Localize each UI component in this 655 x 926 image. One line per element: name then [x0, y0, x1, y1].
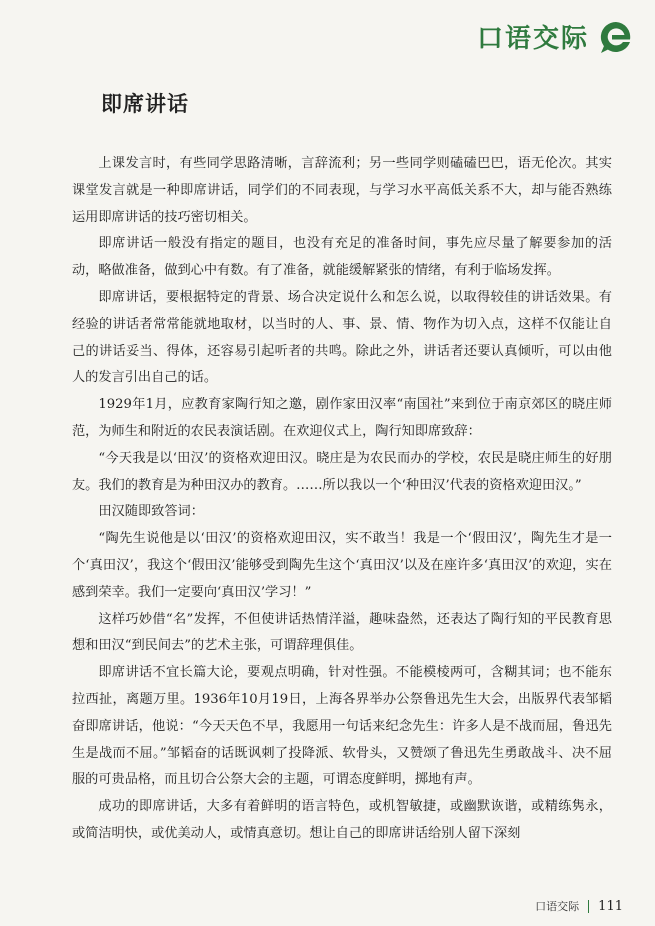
section-title: 口语交际	[476, 24, 589, 54]
paragraph: 即席讲话一般没有指定的题目，也没有充足的准备时间，事先应尽量了解要参加的活动，略做准备，做到心中有数。有了准备，就能缓解紧张的情绪，有利于临场发挥。	[72, 236, 612, 279]
section-header	[477, 18, 633, 55]
paragraph: 即席讲话，要根据特定的背景、场合决定说什么和怎么说，以取得较佳的讲话效果。有经验的讲话者常常能就地取材，以当时的人、事、景、情、物作为切入点，这样不仅能让自己的讲话妥当、得体，还容易引起听者的共鸣。除此之外，讲话者还要认真倾听，可以由他人的发言引出自己的话。	[72, 289, 612, 386]
paragraph: 田汉随即致答词：	[98, 504, 204, 520]
page-number: 111	[598, 898, 623, 914]
paragraph: 1929年1月，应教育家陶行知之邀，剧作家田汉率“南国社”来到位于南京郊区的晓庄师范，为师生和附近的农民表演话剧。在欢迎仪式上，陶行知即席致辞：	[72, 397, 612, 439]
quote-paragraph: “陶先生说他是以‘田汉’的资格欢迎田汉，实不敢当！我是一个‘假田汉’，陶先生才是一个‘真田汉’，我这个‘假田汉’能够受到陶先生这个‘真田汉’以及在座许多‘真田汉’的欢迎，实在感到荣幸。我们一定要向‘真田汉’学习！”	[72, 531, 612, 600]
paragraph: 即席讲话不宜长篇大论，要观点明确，针对性强。不能模棱两可，含糊其词；也不能东拉西扯，离题万里。1936年10月19日，上海各界举办公祭鲁迅先生大会，出版界代表邹韬奋即席讲话，他说：“今天天色不早，我愿用一句话来纪念先生：许多人是不战而屈，鲁迅先生是战而不屈。”邹韬奋的话既讽刺了投降派、软骨头，又赞颂了鲁迅先生勇敢战斗、决不屈服的可贵品格，而且切合公祭大会的主题，可谓态度鲜明，掷地有声。	[72, 665, 612, 788]
footer-divider	[588, 900, 589, 913]
paragraph: 上课发言时，有些同学思路清晰，言辞流利；另一些同学则磕磕巴巴，语无伦次。其实课堂发言就是一种即席讲话，同学们的不同表现，与学习水平高低关系不大，却与能否熟练运用即席讲话的技巧密切相关。	[72, 156, 612, 225]
body-text	[72, 151, 612, 848]
paragraph: 成功的即席讲话，大多有着鲜明的语言特色，或机智敏捷，或幽默诙谐，或精练隽永，或简洁明快，或优美动人，或情真意切。想让自己的即席讲话给别人留下深刻	[72, 799, 612, 841]
speech-bubble-icon	[599, 20, 633, 54]
lesson-title: 即席讲话	[101, 92, 189, 116]
quote-paragraph: “今天我是以‘田汉’的资格欢迎田汉。晓庄是为农民而办的学校，农民是晓庄师生的好朋友。我们的教育是为种田汉办的教育。……所以我以一个‘种田汉’代表的资格欢迎田汉。”	[72, 450, 612, 493]
page-footer	[535, 898, 623, 914]
footer-section-label: 口语交际	[535, 900, 580, 913]
paragraph: 这样巧妙借“名”发挥，不但使讲话热情洋溢，趣味盎然，还表达了陶行知的平民教育思想和田汉“到民间去”的艺术主张，可谓辞理俱佳。	[72, 611, 612, 654]
